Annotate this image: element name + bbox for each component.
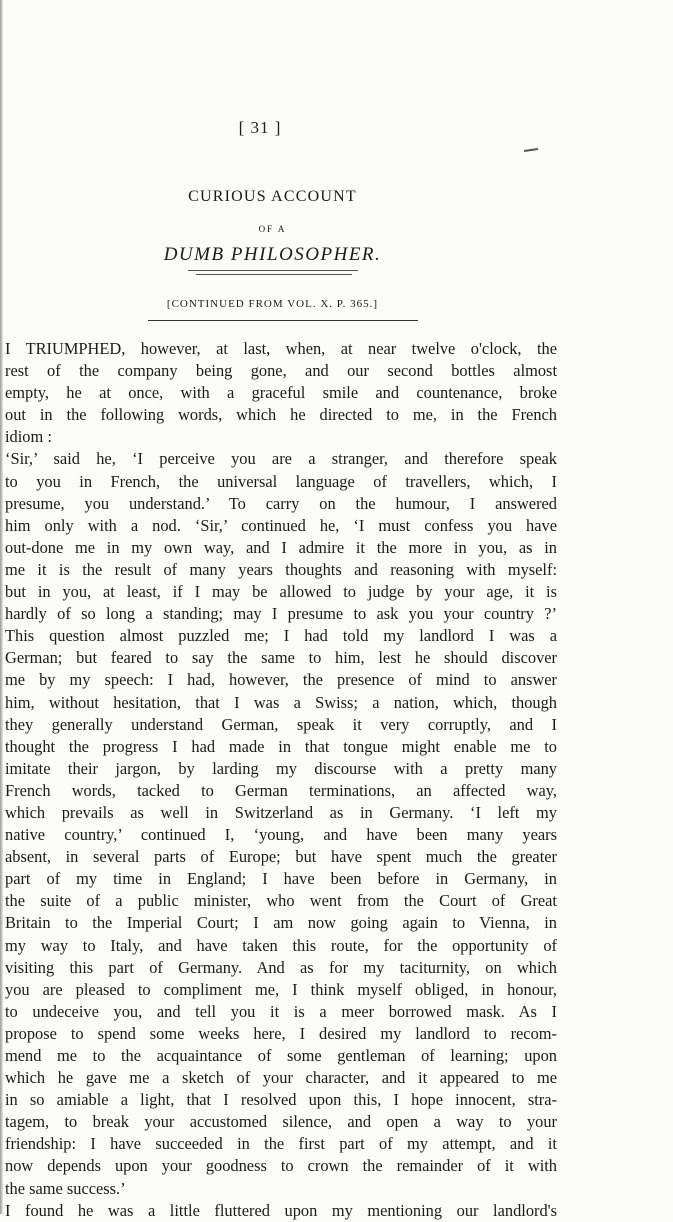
text-line: me by my speech: I had, however, the presence of mind to answer <box>5 670 557 690</box>
text-line: ‘Sir,’ said he, ‘I perceive you are a stranger, and therefore speak <box>5 449 557 469</box>
title-rule-lower <box>196 274 352 275</box>
text-line: empty, he at once, with a graceful smile and countenance, broke <box>5 383 557 403</box>
text-line: rest of the company being gone, and our second bottles almost <box>5 361 557 381</box>
text-line: idiom : <box>5 427 52 447</box>
text-line: I TRIUMPHED, however, at last, when, at near twelve o'clock, the <box>5 339 557 358</box>
ink-mark <box>524 148 538 152</box>
text-line: but in you, at least, if I may be allowed to judge by your age, it is <box>5 582 557 602</box>
text-line: mend me to the acquaintance of some gentleman of learning; upon <box>5 1046 557 1065</box>
text-line: to undeceive you, and tell you it is a meer borrowed mask. As I <box>5 1001 557 1021</box>
text-line: I found he was a little fluttered upon my mentioning our landlord's <box>5 1200 557 1220</box>
text-line: visiting this part of Germany. And as for my taciturnity, on which <box>5 957 557 977</box>
text-line: the same success.’ <box>5 1178 126 1198</box>
text-line: out in the following words, which he directed to me, in the French <box>5 405 557 425</box>
text-line: tagem, to break your accustomed silence, and open a way to your <box>5 1112 557 1132</box>
text-line: native country,’ continued I, ‘young, and have been many years <box>5 825 557 845</box>
article-title: CURIOUS ACCOUNT <box>188 188 357 205</box>
binding-edge <box>0 0 3 1214</box>
text-line: which prevails as well in Switzerland as in Germany. ‘I left my <box>5 802 557 822</box>
text-line: part of my time in England; I have been before in Germany, in <box>5 869 557 889</box>
text-line: hardly of so long a standing; may I presume to ask you your country ?’ <box>5 604 557 624</box>
body-text <box>5 338 557 1222</box>
text-line: in so amiable a light, that I resolved upon this, I hope innocent, stra- <box>5 1090 557 1110</box>
text-line: propose to spend some weeks here, I desired my landlord to recom- <box>5 1023 557 1043</box>
text-line: German; but feared to say the same to him, lest he should discover <box>5 648 557 668</box>
article-title-main: DUMB PHILOSOPHER. <box>163 244 382 265</box>
continued-rule <box>148 320 418 321</box>
text-line: him, without hesitation, that I was a Swiss; a nation, which, though <box>5 692 557 712</box>
text-line: you are pleased to compliment me, I think myself obliged, in honour, <box>5 979 557 999</box>
text-line: me it is the result of many years thoughts and reasoning with myself: <box>5 559 557 579</box>
text-line: Britain to the Imperial Court; I am now going again to Vienna, in <box>5 913 557 933</box>
text-line: presume, you understand.’ To carry on the humour, I answered <box>5 493 557 513</box>
text-line: out-done me in my own way, and I admire it the more in you, as in <box>5 537 557 557</box>
text-line: to you in French, the universal language of travellers, which, I <box>5 471 557 491</box>
text-line: French words, tacked to German terminations, an affected way, <box>5 780 557 800</box>
text-line: now depends upon your goodness to crown the remainder of it with <box>5 1156 557 1176</box>
article-title-connector: OF A <box>258 224 287 234</box>
text-line: my way to Italy, and have taken this route, for the opportunity of <box>5 935 557 955</box>
text-line: imitate their jargon, by larding my discourse with a pretty many <box>5 758 557 778</box>
text-line: This question almost puzzled me; I had told my landlord I was a <box>5 626 557 646</box>
text-line: they generally understand German, speak it very corruptly, and I <box>5 714 557 734</box>
text-line: the suite of a public minister, who went from the Court of Great <box>5 891 557 911</box>
text-line: friendship: I have succeeded in the first part of my attempt, and it <box>5 1134 557 1154</box>
text-line: which he gave me a sketch of your character, and it appeared to me <box>5 1068 557 1088</box>
text-line: absent, in several parts of Europe; but have spent much the greater <box>5 847 557 867</box>
text-line: thought the progress I had made in that tongue might enable me to <box>5 736 557 756</box>
text-line: him only with a nod. ‘Sir,’ continued he, ‘I must confess you have <box>5 515 557 535</box>
continued-note: [CONTINUED FROM VOL. X. P. 365.] <box>166 298 379 310</box>
title-rule-upper <box>188 270 358 271</box>
page-number: [ 31 ] <box>238 118 282 137</box>
